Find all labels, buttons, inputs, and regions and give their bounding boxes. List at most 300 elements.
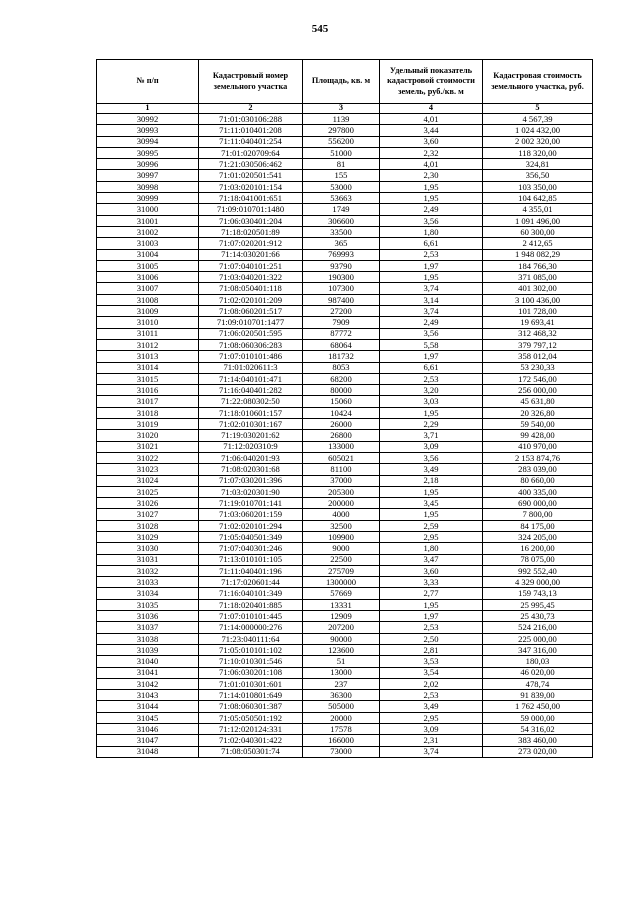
row-number-cell: 30996 [97, 159, 199, 170]
specific-value-cell: 2,81 [380, 644, 483, 655]
area-cell: 26800 [303, 430, 380, 441]
cadastral-number-cell: 71:06:030201:108 [199, 667, 303, 678]
table-row [97, 475, 593, 486]
specific-value-cell: 1,97 [380, 351, 483, 362]
cadastral-number-cell: 71:12:020124:331 [199, 724, 303, 735]
row-number-cell: 31014 [97, 362, 199, 373]
cadastral-value-cell: 1 948 082,29 [483, 249, 593, 260]
cadastral-number-cell: 71:05:050501:192 [199, 712, 303, 723]
row-number-cell: 31038 [97, 633, 199, 644]
cadastral-value-cell: 78 075,00 [483, 554, 593, 565]
area-cell: 53663 [303, 193, 380, 204]
row-number-cell: 30999 [97, 193, 199, 204]
specific-value-cell: 2,95 [380, 531, 483, 542]
table-row [97, 599, 593, 610]
cadastral-number-cell: 71:03:060201:159 [199, 509, 303, 520]
area-cell: 107300 [303, 283, 380, 294]
table-row [97, 193, 593, 204]
table-row [97, 272, 593, 283]
area-cell: 133000 [303, 441, 380, 452]
specific-value-cell: 1,80 [380, 226, 483, 237]
row-number-cell: 31021 [97, 441, 199, 452]
header-area: Площадь, кв. м [303, 60, 380, 104]
row-number-cell: 31018 [97, 407, 199, 418]
table-row [97, 249, 593, 260]
cadastral-value-cell: 2 002 320,00 [483, 136, 593, 147]
row-number-cell: 31048 [97, 746, 199, 757]
cadastral-value-cell: 7 800,00 [483, 509, 593, 520]
area-cell: 10424 [303, 407, 380, 418]
specific-value-cell: 2,32 [380, 147, 483, 158]
cadastral-number-cell: 71:11:010401:208 [199, 125, 303, 136]
specific-value-cell: 2,95 [380, 712, 483, 723]
specific-value-cell: 2,31 [380, 735, 483, 746]
row-number-cell: 31036 [97, 611, 199, 622]
area-cell: 12909 [303, 611, 380, 622]
cadastral-number-cell: 71:19:010701:141 [199, 498, 303, 509]
row-number-cell: 31035 [97, 599, 199, 610]
specific-value-cell: 3,74 [380, 306, 483, 317]
specific-value-cell: 4,01 [380, 114, 483, 125]
row-number-cell: 31029 [97, 531, 199, 542]
table-row [97, 170, 593, 181]
table-row [97, 396, 593, 407]
row-number-cell: 31007 [97, 283, 199, 294]
area-cell: 36300 [303, 690, 380, 701]
cadastral-number-cell: 71:07:010101:486 [199, 351, 303, 362]
cadastral-number-cell: 71:14:030201:66 [199, 249, 303, 260]
table-row [97, 114, 593, 125]
cadastral-number-cell: 71:07:020201:912 [199, 238, 303, 249]
cadastral-value-cell: 159 743,13 [483, 588, 593, 599]
cadastral-value-cell: 273 020,00 [483, 746, 593, 757]
cadastral-value-cell: 91 839,00 [483, 690, 593, 701]
table-row [97, 238, 593, 249]
row-number-cell: 31040 [97, 656, 199, 667]
table-row [97, 577, 593, 588]
specific-value-cell: 2,77 [380, 588, 483, 599]
area-cell: 13000 [303, 667, 380, 678]
cadastral-value-cell: 478,74 [483, 678, 593, 689]
specific-value-cell: 3,33 [380, 577, 483, 588]
specific-value-cell: 3,60 [380, 136, 483, 147]
table-row [97, 407, 593, 418]
table-row [97, 351, 593, 362]
row-number-cell: 31047 [97, 735, 199, 746]
row-number-cell: 31011 [97, 328, 199, 339]
cadastral-value-cell: 312 468,32 [483, 328, 593, 339]
table-row [97, 746, 593, 757]
table-row [97, 644, 593, 655]
cadastral-value-cell: 180,03 [483, 656, 593, 667]
header-cadastral-number: Кадастровый номер земельного участка [199, 60, 303, 104]
row-number-cell: 31019 [97, 419, 199, 430]
cadastral-value-cell: 25 430,73 [483, 611, 593, 622]
table-row [97, 554, 593, 565]
area-cell: 32500 [303, 520, 380, 531]
cadastral-value-cell: 103 350,00 [483, 181, 593, 192]
specific-value-cell: 1,95 [380, 509, 483, 520]
area-cell: 80000 [303, 385, 380, 396]
area-cell: 365 [303, 238, 380, 249]
cadastral-value-cell: 2 412,65 [483, 238, 593, 249]
table-row [97, 724, 593, 735]
row-number-cell: 31033 [97, 577, 199, 588]
specific-value-cell: 3,49 [380, 701, 483, 712]
specific-value-cell: 2,53 [380, 249, 483, 260]
row-number-cell: 30992 [97, 114, 199, 125]
specific-value-cell: 2,18 [380, 475, 483, 486]
area-cell: 13331 [303, 599, 380, 610]
cadastral-value-cell: 59 540,00 [483, 419, 593, 430]
specific-value-cell: 4,01 [380, 159, 483, 170]
area-cell: 181732 [303, 351, 380, 362]
area-cell: 17578 [303, 724, 380, 735]
specific-value-cell: 2,59 [380, 520, 483, 531]
cadastral-number-cell: 71:06:040201:93 [199, 452, 303, 463]
specific-value-cell: 3,54 [380, 667, 483, 678]
cadastral-number-cell: 71:05:010101:102 [199, 644, 303, 655]
table-row [97, 339, 593, 350]
row-number-cell: 31025 [97, 486, 199, 497]
specific-value-cell: 3,60 [380, 565, 483, 576]
specific-value-cell: 3,74 [380, 746, 483, 757]
header-row-number: № п/п [97, 60, 199, 104]
table-row [97, 136, 593, 147]
table-row [97, 181, 593, 192]
row-number-cell: 31008 [97, 294, 199, 305]
specific-value-cell: 1,97 [380, 611, 483, 622]
area-cell: 207200 [303, 622, 380, 633]
table-row [97, 622, 593, 633]
area-cell: 1749 [303, 204, 380, 215]
area-cell: 93790 [303, 260, 380, 271]
specific-value-cell: 3,71 [380, 430, 483, 441]
specific-value-cell: 2,53 [380, 373, 483, 384]
row-number-cell: 31005 [97, 260, 199, 271]
cadastral-number-cell: 71:14:040101:471 [199, 373, 303, 384]
cadastral-number-cell: 71:12:020310:9 [199, 441, 303, 452]
cadastral-value-cell: 2 153 874,76 [483, 452, 593, 463]
specific-value-cell: 2,30 [380, 170, 483, 181]
cadastral-value-cell: 59 000,00 [483, 712, 593, 723]
row-number-cell: 31043 [97, 690, 199, 701]
cadastral-number-cell: 71:01:010301:601 [199, 678, 303, 689]
specific-value-cell: 1,97 [380, 260, 483, 271]
cadastral-value-cell: 283 039,00 [483, 464, 593, 475]
cadastral-number-cell: 71:03:020101:154 [199, 181, 303, 192]
specific-value-cell: 3,49 [380, 464, 483, 475]
table-row [97, 678, 593, 689]
column-number: 2 [199, 104, 303, 114]
cadastral-value-cell: 225 000,00 [483, 633, 593, 644]
row-number-cell: 31001 [97, 215, 199, 226]
table-row [97, 520, 593, 531]
cadastral-value-cell: 992 552,40 [483, 565, 593, 576]
cadastral-value-cell: 400 335,00 [483, 486, 593, 497]
cadastral-number-cell: 71:08:050301:74 [199, 746, 303, 757]
area-cell: 166000 [303, 735, 380, 746]
cadastral-number-cell: 71:09:010701:1477 [199, 317, 303, 328]
row-number-cell: 31009 [97, 306, 199, 317]
area-cell: 22500 [303, 554, 380, 565]
cadastral-number-cell: 71:08:060301:387 [199, 701, 303, 712]
cadastral-number-cell: 71:05:040501:349 [199, 531, 303, 542]
row-number-cell: 31015 [97, 373, 199, 384]
cadastral-number-cell: 71:17:020601:44 [199, 577, 303, 588]
cadastral-value-cell: 356,50 [483, 170, 593, 181]
specific-value-cell: 6,61 [380, 238, 483, 249]
cadastral-value-cell: 184 766,30 [483, 260, 593, 271]
specific-value-cell: 3,56 [380, 215, 483, 226]
cadastral-value-cell: 53 230,33 [483, 362, 593, 373]
cadastral-value-cell: 410 970,00 [483, 441, 593, 452]
row-number-cell: 31046 [97, 724, 199, 735]
cadastral-number-cell: 71:18:020401:885 [199, 599, 303, 610]
table-row [97, 147, 593, 158]
table-row [97, 317, 593, 328]
area-cell: 4000 [303, 509, 380, 520]
table-row [97, 215, 593, 226]
area-cell: 51 [303, 656, 380, 667]
row-number-cell: 31039 [97, 644, 199, 655]
area-cell: 37000 [303, 475, 380, 486]
row-number-cell: 31030 [97, 543, 199, 554]
cadastral-value-cell: 379 797,12 [483, 339, 593, 350]
row-number-cell: 31026 [97, 498, 199, 509]
area-cell: 505000 [303, 701, 380, 712]
row-number-cell: 31003 [97, 238, 199, 249]
cadastral-number-cell: 71:02:020101:294 [199, 520, 303, 531]
cadastral-value-cell: 4 355,01 [483, 204, 593, 215]
cadastral-value-cell: 54 316,02 [483, 724, 593, 735]
cadastral-value-cell: 99 428,00 [483, 430, 593, 441]
row-number-cell: 31024 [97, 475, 199, 486]
area-cell: 205300 [303, 486, 380, 497]
cadastral-number-cell: 71:19:030201:62 [199, 430, 303, 441]
specific-value-cell: 1,95 [380, 599, 483, 610]
table-row [97, 283, 593, 294]
area-cell: 987400 [303, 294, 380, 305]
table-row [97, 373, 593, 384]
cadastral-number-cell: 71:06:030401:204 [199, 215, 303, 226]
cadastral-value-cell: 19 693,41 [483, 317, 593, 328]
cadastral-number-cell: 71:11:040401:254 [199, 136, 303, 147]
cadastral-number-cell: 71:08:060201:517 [199, 306, 303, 317]
area-cell: 9000 [303, 543, 380, 554]
area-cell: 556200 [303, 136, 380, 147]
row-number-cell: 30997 [97, 170, 199, 181]
table-header-row [97, 60, 593, 104]
specific-value-cell: 3,44 [380, 125, 483, 136]
cadastral-number-cell: 71:08:050401:118 [199, 283, 303, 294]
cadastral-number-cell: 71:23:040111:64 [199, 633, 303, 644]
row-number-cell: 31034 [97, 588, 199, 599]
row-number-cell: 31012 [97, 339, 199, 350]
cadastral-value-cell: 1 091 496,00 [483, 215, 593, 226]
specific-value-cell: 3,56 [380, 328, 483, 339]
cadastral-value-cell: 20 326,80 [483, 407, 593, 418]
cadastral-value-cell: 84 175,00 [483, 520, 593, 531]
specific-value-cell: 2,53 [380, 690, 483, 701]
area-cell: 190300 [303, 272, 380, 283]
table-row [97, 565, 593, 576]
cadastral-number-cell: 71:07:030201:396 [199, 475, 303, 486]
area-cell: 81100 [303, 464, 380, 475]
area-cell: 200000 [303, 498, 380, 509]
cadastral-number-cell: 71:07:040301:246 [199, 543, 303, 554]
cadastral-value-table [96, 59, 593, 758]
area-cell: 57669 [303, 588, 380, 599]
area-cell: 27200 [303, 306, 380, 317]
area-cell: 26000 [303, 419, 380, 430]
row-number-cell: 31027 [97, 509, 199, 520]
area-cell: 237 [303, 678, 380, 689]
cadastral-number-cell: 71:18:041001:651 [199, 193, 303, 204]
table-row [97, 611, 593, 622]
table-row [97, 419, 593, 430]
cadastral-number-cell: 71:07:040101:251 [199, 260, 303, 271]
cadastral-value-cell: 101 728,00 [483, 306, 593, 317]
table-row [97, 531, 593, 542]
row-number-cell: 31013 [97, 351, 199, 362]
table-row [97, 498, 593, 509]
cadastral-value-cell: 4 329 000,00 [483, 577, 593, 588]
table-row [97, 306, 593, 317]
table-row [97, 588, 593, 599]
specific-value-cell: 3,20 [380, 385, 483, 396]
column-number: 5 [483, 104, 593, 114]
row-number-cell: 31045 [97, 712, 199, 723]
cadastral-number-cell: 71:08:060306:283 [199, 339, 303, 350]
cadastral-number-cell: 71:07:010101:445 [199, 611, 303, 622]
cadastral-value-cell: 45 631,80 [483, 396, 593, 407]
cadastral-value-cell: 80 660,00 [483, 475, 593, 486]
row-number-cell: 31000 [97, 204, 199, 215]
table-row [97, 690, 593, 701]
cadastral-number-cell: 71:13:010101:105 [199, 554, 303, 565]
specific-value-cell: 3,53 [380, 656, 483, 667]
cadastral-value-cell: 383 460,00 [483, 735, 593, 746]
header-specific-value: Удельный показатель кадастровой стоимости земель, руб./кв. м [380, 60, 483, 104]
column-number: 3 [303, 104, 380, 114]
area-cell: 769993 [303, 249, 380, 260]
cadastral-value-cell: 60 300,00 [483, 226, 593, 237]
area-cell: 7909 [303, 317, 380, 328]
area-cell: 81 [303, 159, 380, 170]
specific-value-cell: 3,09 [380, 441, 483, 452]
area-cell: 33500 [303, 226, 380, 237]
cadastral-value-cell: 16 200,00 [483, 543, 593, 554]
cadastral-value-cell: 324 205,00 [483, 531, 593, 542]
table-row [97, 385, 593, 396]
cadastral-value-cell: 524 216,00 [483, 622, 593, 633]
area-cell: 275709 [303, 565, 380, 576]
cadastral-value-cell: 371 085,00 [483, 272, 593, 283]
specific-value-cell: 3,56 [380, 452, 483, 463]
row-number-cell: 31041 [97, 667, 199, 678]
cadastral-value-cell: 690 000,00 [483, 498, 593, 509]
cadastral-number-cell: 71:02:040301:422 [199, 735, 303, 746]
cadastral-value-cell: 3 100 436,00 [483, 294, 593, 305]
table-row [97, 328, 593, 339]
cadastral-number-cell: 71:08:020301:68 [199, 464, 303, 475]
row-number-cell: 31010 [97, 317, 199, 328]
row-number-cell: 31028 [97, 520, 199, 531]
specific-value-cell: 6,61 [380, 362, 483, 373]
row-number-cell: 31042 [97, 678, 199, 689]
row-number-cell: 31022 [97, 452, 199, 463]
row-number-cell: 30994 [97, 136, 199, 147]
table-row [97, 159, 593, 170]
area-cell: 297800 [303, 125, 380, 136]
specific-value-cell: 3,45 [380, 498, 483, 509]
area-cell: 73000 [303, 746, 380, 757]
area-cell: 123600 [303, 644, 380, 655]
cadastral-number-cell: 71:16:040401:282 [199, 385, 303, 396]
row-number-cell: 31023 [97, 464, 199, 475]
cadastral-number-cell: 71:22:080302:50 [199, 396, 303, 407]
area-cell: 109900 [303, 531, 380, 542]
column-number: 4 [380, 104, 483, 114]
cadastral-number-cell: 71:02:010301:167 [199, 419, 303, 430]
table-row [97, 260, 593, 271]
table-row [97, 362, 593, 373]
table-row [97, 543, 593, 554]
cadastral-value-cell: 1 762 450,00 [483, 701, 593, 712]
row-number-cell: 31006 [97, 272, 199, 283]
cadastral-number-cell: 71:06:020501:595 [199, 328, 303, 339]
specific-value-cell: 3,47 [380, 554, 483, 565]
table-row [97, 667, 593, 678]
specific-value-cell: 2,49 [380, 204, 483, 215]
table-row [97, 701, 593, 712]
area-cell: 605021 [303, 452, 380, 463]
specific-value-cell: 3,09 [380, 724, 483, 735]
cadastral-number-cell: 71:01:020501:541 [199, 170, 303, 181]
cadastral-value-cell: 25 995,45 [483, 599, 593, 610]
cadastral-number-cell: 71:14:010801:649 [199, 690, 303, 701]
area-cell: 20000 [303, 712, 380, 723]
area-cell: 90000 [303, 633, 380, 644]
area-cell: 87772 [303, 328, 380, 339]
area-cell: 1300000 [303, 577, 380, 588]
cadastral-value-cell: 324,81 [483, 159, 593, 170]
area-cell: 155 [303, 170, 380, 181]
cadastral-number-cell: 71:01:030106:288 [199, 114, 303, 125]
cadastral-value-cell: 4 567,39 [483, 114, 593, 125]
table-row [97, 430, 593, 441]
table-row [97, 452, 593, 463]
cadastral-number-cell: 71:11:040401:196 [199, 565, 303, 576]
table-row [97, 656, 593, 667]
cadastral-number-cell: 71:03:020301:90 [199, 486, 303, 497]
table-row [97, 125, 593, 136]
cadastral-number-cell: 71:18:010601:157 [199, 407, 303, 418]
row-number-cell: 31020 [97, 430, 199, 441]
specific-value-cell: 3,14 [380, 294, 483, 305]
table-row [97, 204, 593, 215]
specific-value-cell: 1,95 [380, 181, 483, 192]
area-cell: 1139 [303, 114, 380, 125]
table-row [97, 441, 593, 452]
table-row [97, 509, 593, 520]
cadastral-number-cell: 71:16:040101:349 [199, 588, 303, 599]
table-row [97, 735, 593, 746]
table-row [97, 226, 593, 237]
cadastral-number-cell: 71:02:020101:209 [199, 294, 303, 305]
specific-value-cell: 1,80 [380, 543, 483, 554]
